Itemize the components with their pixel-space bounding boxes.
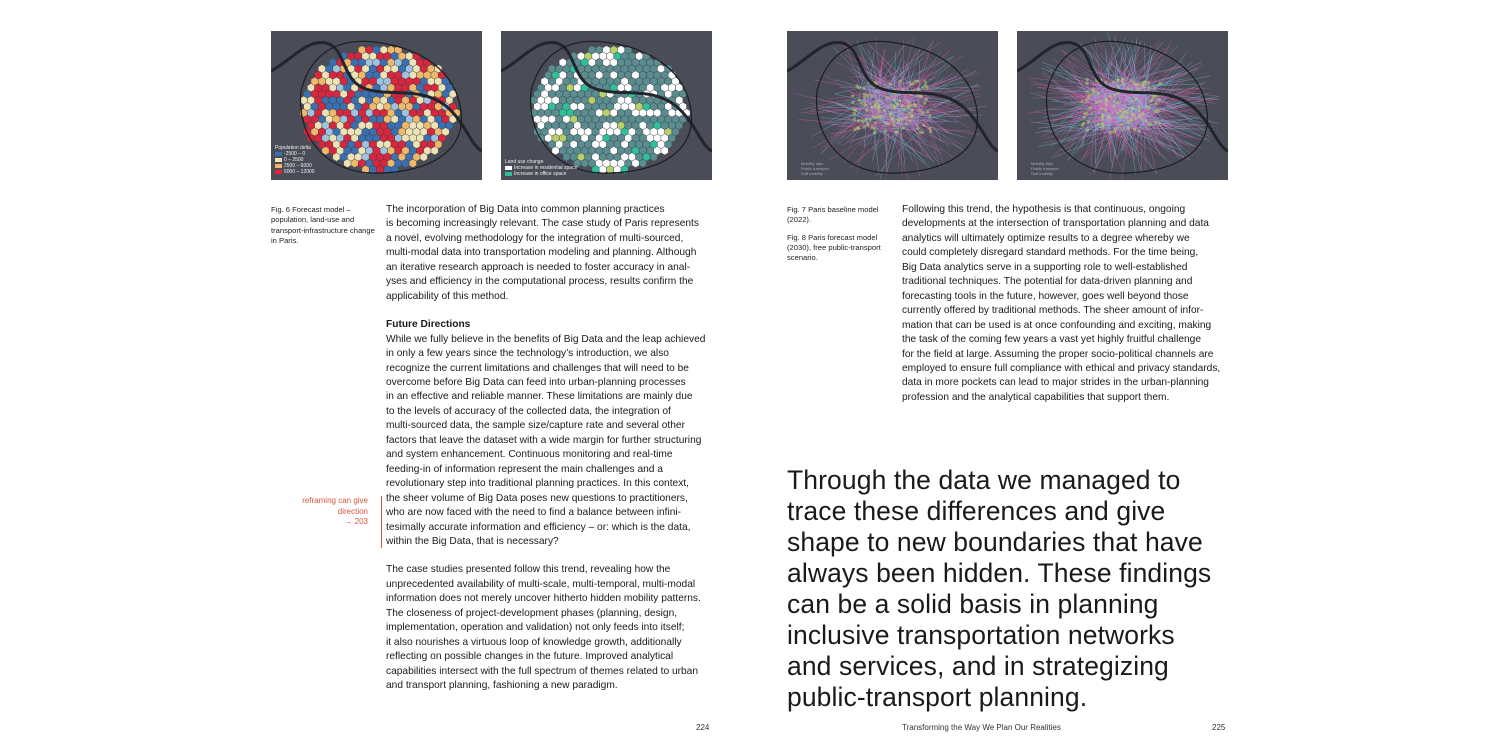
zone-dot: [922, 124, 925, 127]
zone-dot: [883, 109, 886, 112]
section-heading: Future Directions: [386, 319, 471, 331]
zone-dot: [863, 125, 866, 128]
zone-dot: [892, 120, 895, 123]
zone-dot: [1138, 109, 1141, 112]
zone-dot: [1109, 95, 1112, 98]
zone-dot: [1116, 101, 1119, 104]
zone-dot: [1104, 81, 1107, 84]
zone-dot: [913, 103, 916, 106]
hex-cell: [351, 159, 358, 167]
population-legend: [275, 145, 315, 175]
zone-dot: [1108, 114, 1111, 117]
zone-dot: [1122, 82, 1125, 85]
hex-cell: [661, 147, 668, 155]
hex-cell: [420, 153, 427, 161]
zone-dot: [874, 121, 877, 124]
land-use-legend: [505, 159, 577, 177]
zone-dot: [1154, 121, 1157, 124]
zone-dot: [1155, 102, 1158, 105]
zone-dot: [870, 94, 873, 97]
hex-cell: [650, 153, 657, 161]
zone-dot: [1145, 105, 1148, 108]
zone-dot: [1086, 120, 1089, 123]
future-directions-paragraph: While we fully believe in the benefits of Big Data and the leap achieved in only a few years since the technology’s introduction, we also recognize the current limitations and challenges that will need to be overcome before Big Data can feed into urban-planning processes in an effective and reliable manner. These limitations are mainly due to the levels of accuracy of the collected data, the integration of multi-sourced data, the sample size/capture rate and several other factors that leave the dataset with a wide margin for further structuring and system enhancement. Continuous monitoring and real-time feeding-in of information represent the main challenges and a revolutionary step into traditional planning practices. In this context, the sheer volume of Big Data poses new questions to practitioners, who are now faced with the need to find a balance between infini- tesimally accurate information and efficiency – or: which is the data, within the Big Data, that is necessary?: [386, 333, 706, 547]
margin-note-line2: direction: [337, 506, 368, 516]
zone-dot: [1085, 111, 1088, 114]
legend-swatch: [275, 152, 282, 156]
zone-dot: [1085, 99, 1088, 102]
legend-swatch: [505, 172, 512, 176]
zone-dot: [909, 119, 912, 122]
legend-label: -2500 – 0: [284, 151, 306, 157]
zone-dot: [1130, 119, 1133, 122]
zone-dot: [1157, 109, 1160, 112]
zone-dot: [886, 96, 889, 99]
legend-swatch: [275, 170, 282, 174]
case-studies-paragraph: The case studies presented follow this trend, revealing how the unprecedented availability of multi-scale, multi-temporal, multi-modal information does not merely uncover hitherto hidden mobility patterns. The closeness of project-development phases (planning, design, implementation, operation and validation) not only feeds into itself; it also nourishes a virtuous loop of knowledge growth, additionally reflecting on possible changes in the future. Improved analytical capabilities intersect with the full spectrum of themes related to urban and transport planning, fashioning a new paradigm.: [386, 564, 701, 692]
legend-label: 6000 – 12000: [284, 169, 315, 175]
hex-cell: [344, 159, 351, 167]
page-number-right: 225: [1212, 723, 1226, 732]
zone-dot: [1149, 123, 1152, 126]
legend-line: Mobility trips: [1031, 161, 1054, 166]
margin-note-line1: reframing can give: [302, 496, 368, 505]
page-number-left: 224: [696, 723, 710, 732]
zone-dot: [890, 117, 893, 120]
zone-dot: [1127, 87, 1130, 90]
pull-quote: Through the data we managed to trace these differences and give shape to new boundaries that have always been hidden. These findings can be a solid basis in planning inclusive transportation networks and services, and in strategizing public-transport planning.: [787, 465, 1212, 712]
paris-forecast-map: [1017, 31, 1228, 180]
zone-dot: [1099, 100, 1102, 103]
zone-dot: [1088, 93, 1091, 96]
zone-dot: [877, 107, 880, 110]
figure-8-caption: Fig. 8 Paris forecast model (2030), free public-transport scenario.: [787, 232, 881, 263]
zone-dot: [878, 116, 881, 119]
zone-dot: [1117, 86, 1120, 89]
legend-swatch: [505, 166, 512, 170]
zone-dot: [866, 122, 869, 125]
zone-dot: [865, 108, 868, 111]
zone-dot: [860, 101, 863, 104]
zone-dot: [1113, 130, 1116, 133]
legend-line: Mobility trips: [801, 161, 824, 166]
legend-line: Soft mobility: [1031, 171, 1053, 176]
zone-dot: [1083, 116, 1086, 119]
zone-dot: [861, 120, 864, 123]
zone-dot: [888, 82, 891, 85]
zone-dot: [853, 112, 856, 115]
right-page-body: [902, 203, 1242, 405]
zone-dot: [1127, 126, 1130, 129]
zone-dot: [1081, 124, 1084, 127]
zone-dot: [893, 107, 896, 110]
population-delta-map: [271, 31, 482, 180]
zone-dot: [1095, 101, 1098, 104]
zone-dot: [896, 102, 899, 105]
zone-dot: [869, 118, 872, 121]
zone-dot: [905, 115, 908, 118]
zone-dot: [1097, 92, 1100, 95]
hex-cell: [409, 159, 416, 167]
zone-dot: [1113, 94, 1116, 97]
hypothesis-paragraph: Following this trend, the hypothesis is that continuous, ongoing developments at the intersection of transportation planning and data analytics will ultimately optimize results to a degree whereby we could completely disregard standard methods. For the time being, Big Data analytics serve in a supporting role to well-established traditional techniques. The potential for data-driven planning and forecasting tools in the future, however, goes well beyond those currently offered by traditional methods. The sheer amount of infor- mation that can be used is at once confounding and exciting, making the task of the coming few years a vast yet highly fruitful challenge for the field at large. Assuming the proper socio-political channels are employed to ensure full compliance with ethical and privacy standards, data in more pockets can lead to major strides in the urban-planning profession and the analytical capabilities that support them.: [902, 204, 1221, 403]
zone-dot: [865, 118, 868, 121]
zone-dot: [1121, 78, 1124, 81]
zone-dot: [853, 128, 856, 131]
margin-note: [268, 496, 368, 528]
legend-swatch: [275, 158, 282, 162]
zone-dot: [871, 126, 874, 129]
zone-dot: [851, 94, 854, 97]
zone-dot: [1147, 87, 1150, 90]
zone-dot: [875, 116, 878, 119]
zone-dot: [1125, 110, 1128, 113]
zone-dot: [854, 109, 857, 112]
zone-dot: [851, 101, 854, 104]
zone-dot: [1126, 116, 1129, 119]
zone-dot: [1130, 107, 1133, 110]
hex-cell: [639, 159, 646, 167]
legend-swatch: [275, 164, 282, 168]
zone-dot: [921, 131, 924, 134]
zone-dot: [866, 94, 869, 97]
figure-captions: [787, 205, 892, 263]
zone-dot: [1101, 108, 1104, 111]
zone-dot: [873, 131, 876, 134]
hex-cell: [402, 159, 409, 167]
legend-item: [505, 171, 577, 177]
zone-dot: [900, 118, 903, 121]
zone-dot: [1086, 129, 1089, 132]
paris-baseline-map: [787, 31, 998, 180]
zone-dot: [1112, 81, 1115, 84]
zone-dot: [1130, 80, 1133, 83]
baseline-legend: [801, 161, 829, 176]
zone-dot: [921, 111, 924, 114]
zone-dot: [1085, 82, 1088, 85]
zone-dot: [923, 102, 926, 105]
zone-dot: [922, 86, 925, 89]
zone-dot: [892, 104, 895, 107]
zone-dot: [1122, 113, 1125, 116]
zone-dot: [1119, 109, 1122, 112]
zone-dot: [863, 103, 866, 106]
zone-dot: [1142, 112, 1145, 115]
zone-dot: [1101, 126, 1104, 129]
running-title: Transforming the Way We Plan Our Realities: [902, 723, 1061, 732]
zone-dot: [1081, 100, 1084, 103]
margin-note-rule: [381, 496, 382, 548]
zone-dot: [1113, 100, 1116, 103]
zone-dot: [1113, 105, 1116, 108]
legend-item: [275, 169, 315, 175]
zone-dot: [893, 124, 896, 127]
zone-dot: [1086, 78, 1089, 81]
zone-dot: [1096, 123, 1099, 126]
zone-dot: [1159, 82, 1162, 85]
zone-dot: [1153, 86, 1156, 89]
hex-cell: [581, 159, 588, 167]
legend-line: Public transport: [1031, 166, 1059, 171]
intro-paragraph: The incorporation of Big Data into common planning practices is becoming increasingly relevant. The case study of Paris represents a novel, evolving methodology for the integration of multi-sourced, multi-modal data into transportation modeling and planning. Although an iterative research approach is needed to foster accuracy in anal- yses and efficiency in the computational process, results confirm the applicability of this method.: [386, 204, 699, 302]
zone-dot: [1104, 103, 1107, 106]
zone-dot: [902, 126, 905, 129]
zone-dot: [1120, 123, 1123, 126]
zone-dot: [899, 79, 902, 82]
zone-dot: [1131, 100, 1134, 103]
zone-dot: [1116, 112, 1119, 115]
zone-dot: [1132, 114, 1135, 117]
legend-title: Population delta: [275, 145, 311, 151]
zone-dot: [908, 112, 911, 115]
zone-dot: [1137, 105, 1140, 108]
zone-dot: [1091, 93, 1094, 96]
zone-dot: [870, 106, 873, 109]
zone-dot: [926, 86, 929, 89]
zone-dot: [890, 111, 893, 114]
zone-dot: [856, 84, 859, 87]
zone-dot: [1091, 87, 1094, 90]
zone-dot: [918, 109, 921, 112]
land-use-change-map: [501, 31, 712, 180]
zone-dot: [853, 117, 856, 120]
forecast-legend: [1031, 161, 1059, 176]
zone-dot: [1127, 120, 1130, 123]
legend-label: Increase in office space: [514, 171, 567, 177]
zone-dot: [885, 122, 888, 125]
zone-dot: [909, 83, 912, 86]
zone-dot: [1122, 127, 1125, 130]
zone-dot: [1141, 85, 1144, 88]
zone-dot: [916, 127, 919, 130]
zone-dot: [874, 103, 877, 106]
zone-dot: [898, 99, 901, 102]
zone-dot: [928, 114, 931, 117]
zone-dot: [901, 104, 904, 107]
zone-dot: [897, 118, 900, 121]
zone-dot: [1144, 119, 1147, 122]
zone-dot: [1101, 122, 1104, 125]
zone-dot: [1109, 131, 1112, 134]
zone-dot: [1089, 106, 1092, 109]
zone-dot: [1086, 90, 1089, 93]
zone-dot: [1137, 88, 1140, 91]
legend-label: Increase in residential space: [514, 165, 578, 171]
zone-dot: [1117, 78, 1120, 81]
zone-dot: [924, 80, 927, 83]
zone-dot: [907, 104, 910, 107]
legend-title: Land use change: [505, 159, 544, 165]
zone-dot: [1134, 98, 1137, 101]
zone-dot: [1101, 118, 1104, 121]
zone-dot: [917, 88, 920, 91]
zone-dot: [925, 98, 928, 101]
zone-dot: [1135, 83, 1138, 86]
zone-dot: [1133, 128, 1136, 131]
zone-dot: [863, 96, 866, 99]
zone-dot: [893, 98, 896, 101]
zone-dot: [884, 130, 887, 133]
cross-reference-link[interactable]: → 203: [344, 517, 368, 526]
zone-dot: [1155, 110, 1158, 113]
left-page-body: [386, 203, 726, 694]
zone-dot: [1158, 98, 1161, 101]
zone-dot: [857, 119, 860, 122]
hex-cell: [632, 159, 639, 167]
zone-dot: [911, 109, 914, 112]
legend-label: 0 – 2500: [284, 157, 304, 163]
hex-cell: [333, 153, 340, 161]
zone-dot: [1143, 80, 1146, 83]
zone-dot: [908, 101, 911, 104]
zone-dot: [926, 110, 929, 113]
zone-dot: [1114, 127, 1117, 130]
zone-dot: [1105, 98, 1108, 101]
zone-dot: [877, 110, 880, 113]
legend-line: Soft mobility: [801, 171, 823, 176]
zone-dot: [1134, 117, 1137, 120]
zone-dot: [909, 104, 912, 107]
zone-dot: [858, 98, 861, 101]
legend-line: Public transport: [801, 166, 829, 171]
zone-dot: [1158, 122, 1161, 125]
zone-dot: [1137, 129, 1140, 132]
zone-dot: [929, 130, 932, 133]
legend-label: 2500 – 6000: [284, 163, 312, 169]
figure-6-caption: Fig. 6 Forecast model – population, land-use and transport-infrastructure change in Paris.: [271, 205, 375, 245]
zone-dot: [1138, 114, 1141, 117]
zone-dot: [862, 87, 865, 90]
zone-dot: [901, 88, 904, 91]
zone-dot: [905, 122, 908, 125]
zone-dot: [914, 80, 917, 83]
zone-dot: [894, 130, 897, 133]
hex-cell: [431, 147, 438, 155]
zone-dot: [910, 114, 913, 117]
zone-dot: [920, 95, 923, 98]
zone-dot: [1151, 97, 1154, 100]
zone-dot: [902, 108, 905, 111]
zone-dot: [1147, 81, 1150, 84]
zone-dot: [1104, 109, 1107, 112]
figure-7-caption: Fig. 7 Paris baseline model (2022).: [787, 205, 879, 225]
zone-dot: [928, 127, 931, 130]
